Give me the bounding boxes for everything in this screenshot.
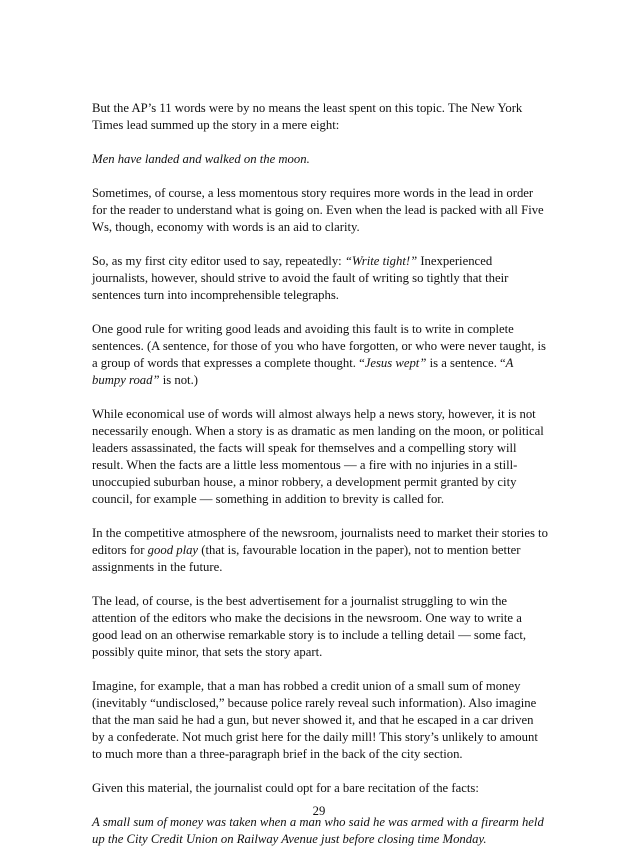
italic-quote: Jesus wept” xyxy=(364,356,427,370)
paragraph-9 xyxy=(92,678,548,763)
text-span: One good rule for writing good leads and avoiding this fault is to write in complete sentences. (A sentence, for those of you who have forgotten, or who were never taught, is a group of words that expresses a complete thought. “ xyxy=(92,322,546,370)
paragraph-7 xyxy=(92,525,548,576)
text-span: is not.) xyxy=(159,373,198,387)
italic-quote: “Write tight!” xyxy=(344,254,418,268)
paragraph-2 xyxy=(92,151,548,168)
paragraph-4 xyxy=(92,253,548,304)
text-span: Given this material, the journalist could opt for a bare recitation of the facts: xyxy=(92,781,479,795)
paragraph-10 xyxy=(92,780,548,797)
text-span: is a sentence. “ xyxy=(426,356,506,370)
text-span: (that is, favourable location in the paper), not to mention better assignments in the future. xyxy=(92,543,521,574)
text-span: Imagine, for example, that a man has robbed a credit union of a small sum of money (inevitably “undisclosed,” because police rarely reveal such information). Also imagine that the man said he had a gun, but never showed it, and that he escaped in a car driven by a confederate. Not much grist here for the daily mill! This story’s unlikely to amount to much more than a three-paragraph brief in the back of the city section. xyxy=(92,679,538,761)
paragraph-1 xyxy=(92,100,548,134)
italic-quote: A bumpy road” xyxy=(92,356,514,387)
text-span: The lead, of course, is the best advertisement for a journalist struggling to win the attention of the editors who make the decisions in the newsroom. One way to write a good lead on an otherwise remarkable story is to include a telling detail — some fact, possibly quite minor, that sets the story apart. xyxy=(92,594,527,659)
paragraph-6 xyxy=(92,406,548,508)
text-span: Sometimes, of course, a less momentous story requires more words in the lead in order for the reader to understand what is going on. Even when the lead is packed with all Five Ws, though, economy with words is an aid to clarity. xyxy=(92,186,544,234)
paragraph-8 xyxy=(92,593,548,661)
paragraph-3 xyxy=(92,185,548,236)
text-span: But the AP’s 11 words were by no means the least spent on this topic. The New York Times lead summed up the story in a mere eight: xyxy=(92,101,523,132)
text-span: Inexperienced journalists, however, should strive to avoid the fault of writing so tightly that their sentences turn into incomprehensible telegraphs. xyxy=(92,254,509,302)
paragraph-5 xyxy=(92,321,548,389)
text-span: In the competitive atmosphere of the newsroom, journalists need to market their stories to editors for xyxy=(92,526,548,557)
document-body xyxy=(92,100,548,865)
text-span: While economical use of words will almost always help a news story, however, it is not necessarily enough. When a story is as dramatic as men landing on the moon, or political leaders assassinated, the facts will speak for themselves and a compelling story will result. When the facts are a little less momentous — a fire with no injuries in a still-unoccupied suburban house, a minor robbery, a development permit granted by city council, for example — something in addition to brevity is called for. xyxy=(92,407,544,506)
page-number: 29 xyxy=(312,804,326,818)
italic-term: good play xyxy=(147,543,199,557)
italic-example-lead: A small sum of money was taken when a man who said he was armed with a firearm held up the City Credit Union on Railway Avenue just before closing time Monday. xyxy=(92,815,544,846)
italic-quote: Men have landed and walked on the moon. xyxy=(92,152,310,166)
text-span: So, as my first city editor used to say, repeatedly: xyxy=(92,254,345,268)
